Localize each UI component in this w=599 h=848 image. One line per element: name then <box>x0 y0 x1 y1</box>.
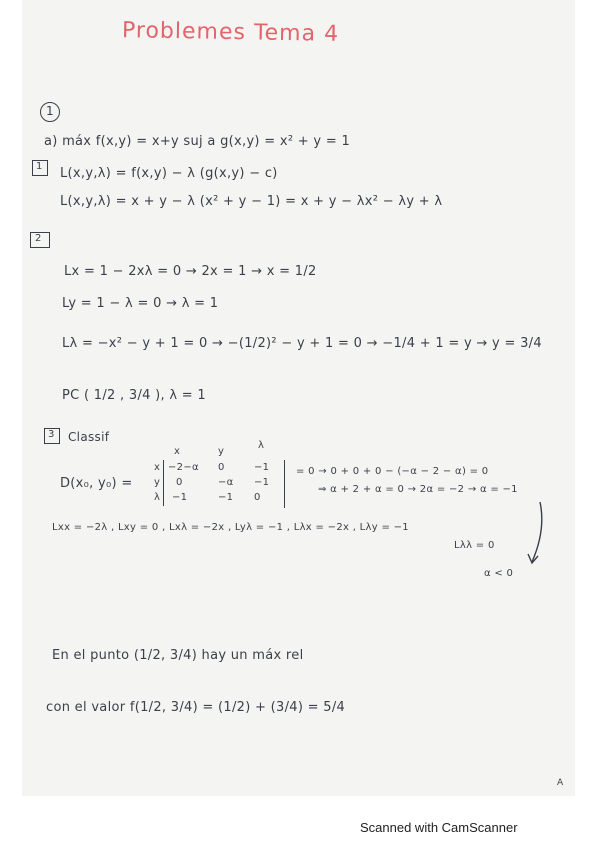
problem-statement: a) máx f(x,y) = x+y suj a g(x,y) = x² + y = 1 <box>44 134 351 149</box>
critical-point: PC ( 1/2 , 3/4 ), λ = 1 <box>62 388 206 403</box>
matrix-cell: −1 <box>254 477 270 488</box>
determinant-label: D(x₀, y₀) = <box>60 476 133 491</box>
partial-llambda: Lλ = −x² − y + 1 = 0 → −(1/2)² − y + 1 = 0 → −1/4 + 1 = y → y = 3/4 <box>62 336 542 351</box>
col-header-lambda: λ <box>258 440 265 451</box>
partial-lx: Lx = 1 − 2xλ = 0 → 2x = 1 → x = 1/2 <box>64 264 317 279</box>
col-header-x: x <box>174 446 181 457</box>
lagrangian-definition: L(x,y,λ) = f(x,y) − λ (g(x,y) − c) <box>60 166 278 181</box>
matrix-bar-right <box>284 460 285 508</box>
row-label-y: y <box>154 477 161 488</box>
classification-result: α < 0 <box>484 568 514 579</box>
matrix-cell: −1 <box>218 492 234 503</box>
scanner-watermark: Scanned with CamScanner <box>360 820 518 835</box>
matrix-cell: −2−α <box>168 462 199 473</box>
second-partials-lambda: Lλλ = 0 <box>454 540 495 551</box>
col-header-y: y <box>218 446 225 457</box>
matrix-cell: 0 <box>254 492 261 503</box>
matrix-cell: 0 <box>176 477 183 488</box>
arrow-icon <box>522 500 552 570</box>
matrix-cell: −1 <box>172 492 188 503</box>
page-title: Problemes Tema 4 <box>121 18 340 47</box>
problem-number: 1 <box>46 104 54 118</box>
lagrangian-expanded: L(x,y,λ) = x + y − λ (x² + y − 1) = x + y − λx² − λy + λ <box>60 194 443 209</box>
scanned-page <box>22 0 575 796</box>
partial-ly: Ly = 1 − λ = 0 → λ = 1 <box>62 296 219 311</box>
step3-number: 3 <box>48 429 55 440</box>
classification-label: Classif <box>68 430 110 444</box>
row-label-lambda: λ <box>154 492 161 503</box>
matrix-cell: 0 <box>218 462 225 473</box>
matrix-bar-left <box>163 460 164 506</box>
conclusion-line: En el punto (1/2, 3/4) hay un máx rel <box>52 648 304 663</box>
matrix-cell: −1 <box>254 462 270 473</box>
corner-mark: A <box>557 778 564 788</box>
determinant-equation: = 0 → 0 + 0 + 0 − (−α − 2 − α) = 0 <box>296 466 489 477</box>
row-label-x: x <box>154 462 161 473</box>
alpha-solution: ⇒ α + 2 + α = 0 → 2α = −2 → α = −1 <box>318 484 518 495</box>
step1-number: 1 <box>36 161 43 172</box>
max-value-line: con el valor f(1/2, 3/4) = (1/2) + (3/4) = 5/4 <box>46 700 346 715</box>
matrix-cell: −α <box>218 477 234 488</box>
second-partials: Lxx = −2λ , Lxy = 0 , Lxλ = −2x , Lyλ = −1 , Lλx = −2x , Lλy = −1 <box>52 522 409 533</box>
step2-number: 2 <box>35 233 42 244</box>
